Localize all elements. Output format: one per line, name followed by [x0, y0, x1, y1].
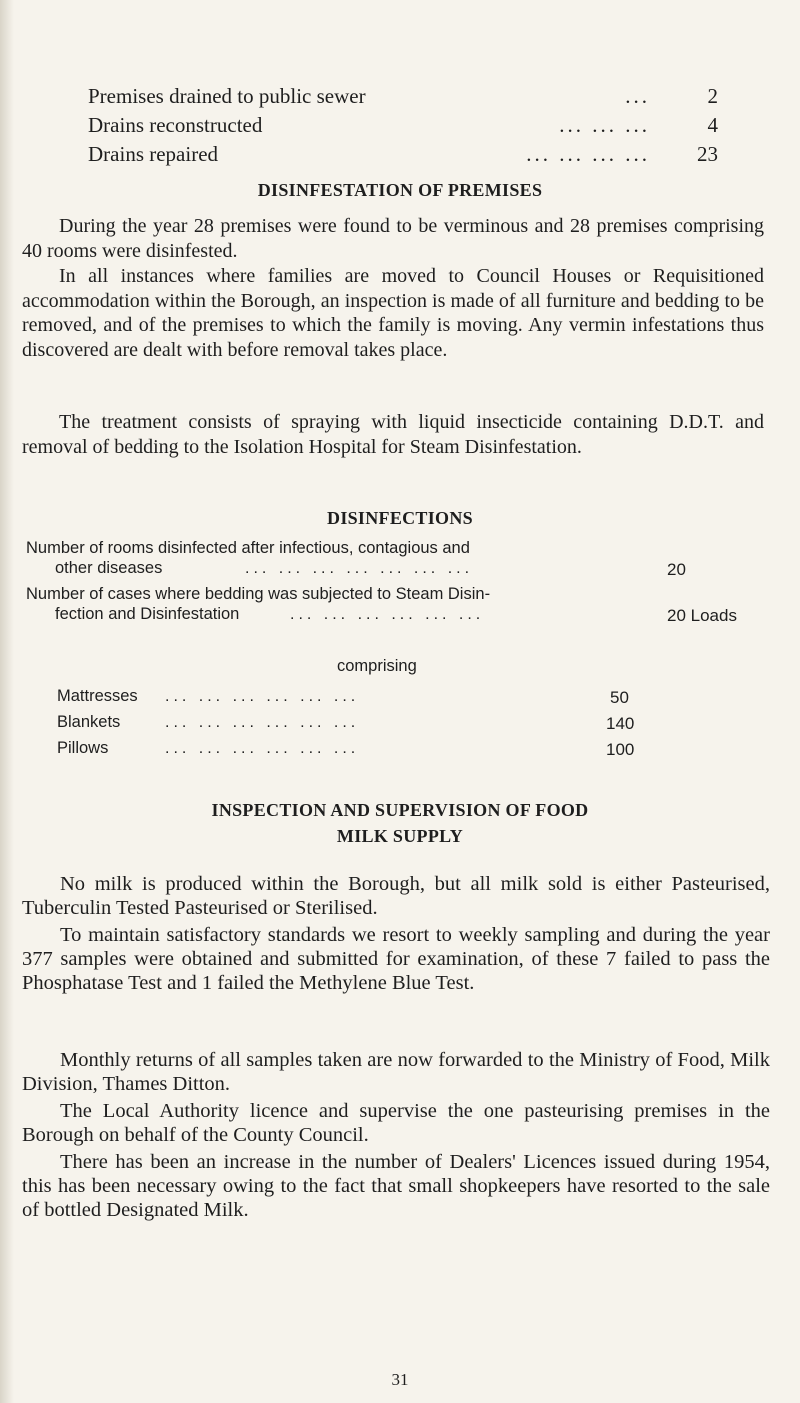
item-value: 50	[610, 688, 629, 707]
milk-paragraph: Monthly returns of all samples taken are now forwarded to the Ministry of Food, Milk Division, Thames Ditton.	[22, 1049, 770, 1095]
page-edge-shadow	[0, 0, 14, 1403]
disinfestation-paragraph: The treatment consists of spraying with liquid insecticide containing D.D.T. and removal of bedding to the Isolation Hospital for Steam Disinfestation.	[22, 411, 764, 458]
drainage-row	[88, 82, 718, 111]
milk-paragraph: The Local Authority licence and supervise the one pasteurising premises in the Borough on behalf of the County Council.	[22, 1100, 770, 1146]
page-number: 31	[391, 1370, 409, 1389]
comprising-label: comprising	[337, 657, 417, 675]
item-label: Pillows	[57, 739, 109, 757]
milk-paragraph: No milk is produced within the Borough, but all milk sold is either Pasteurised, Tuberculin Tested Pasteurised or Sterilised.	[22, 873, 770, 919]
item-label: Mattresses	[57, 687, 138, 705]
item-value: 140	[606, 714, 635, 733]
rooms-label-line1: Number of rooms disinfected after infectious, contagious and	[26, 539, 470, 557]
item-value: 100	[606, 740, 635, 759]
rooms-value: 20	[667, 560, 686, 579]
leader-dots: ... ... ... ... ... ...	[165, 740, 360, 757]
disinfestation-heading: DISINFESTATION OF PREMISES	[257, 180, 543, 200]
drainage-label: Drains repaired	[88, 142, 219, 166]
bedding-label-line2: fection and Disinfestation	[55, 605, 240, 623]
drainage-label: Drains reconstructed	[88, 113, 263, 137]
leader-dots: ... ... ... ... ... ...	[165, 688, 360, 705]
item-label: Blankets	[57, 713, 121, 731]
disinfestation-paragraph: In all instances where families are moved to Council Houses or Requisitioned accommodation within the Borough, an inspection is made of all furniture and bedding to be removed, and of the premises to which the family is moving. Any vermin infestations thus discovered are dealt with before removal takes place.	[22, 265, 764, 361]
leader-dots: ... ... ... ... ... ...	[165, 714, 360, 731]
bedding-value: 20 Loads	[667, 606, 737, 625]
disinfestation-paragraph: During the year 28 premises were found to be verminous and 28 premises comprising 40 rooms were disinfested.	[22, 215, 764, 262]
drainage-list	[88, 82, 718, 169]
milk-paragraph: To maintain satisfactory standards we resort to weekly sampling and during the year 377 samples were obtained and submitted for examination, of these 7 failed to pass the Phosphatase Test and 1 failed the Methylene Blue Test.	[22, 924, 770, 994]
drainage-value: 4	[707, 113, 718, 137]
disinfections-heading: DISINFECTIONS	[327, 508, 473, 528]
food-inspection-heading: INSPECTION AND SUPERVISION OF FOOD	[211, 800, 589, 820]
leader-dots: ... ... ... ... ... ... ...	[245, 560, 474, 577]
leader-dots: ... ... ... ... ... ...	[290, 606, 485, 623]
bedding-label-line1: Number of cases where bedding was subjected to Steam Disin-	[26, 585, 491, 603]
drainage-value: 23	[697, 142, 718, 166]
drainage-value: 2	[707, 84, 718, 108]
drainage-row	[88, 140, 718, 169]
drainage-row	[88, 111, 718, 140]
rooms-label-line2: other diseases	[55, 559, 163, 577]
leader-dots: ...	[625, 84, 650, 108]
milk-supply-heading: MILK SUPPLY	[336, 826, 464, 846]
drainage-label: Premises drained to public sewer	[88, 84, 366, 108]
leader-dots: ... ... ...	[559, 113, 650, 137]
leader-dots: ... ... ... ...	[526, 142, 650, 166]
milk-paragraph: There has been an increase in the number of Dealers' Licences issued during 1954, this has been necessary owing to the fact that small shopkeepers have resorted to the sale of bottled Designated Milk.	[22, 1151, 770, 1221]
